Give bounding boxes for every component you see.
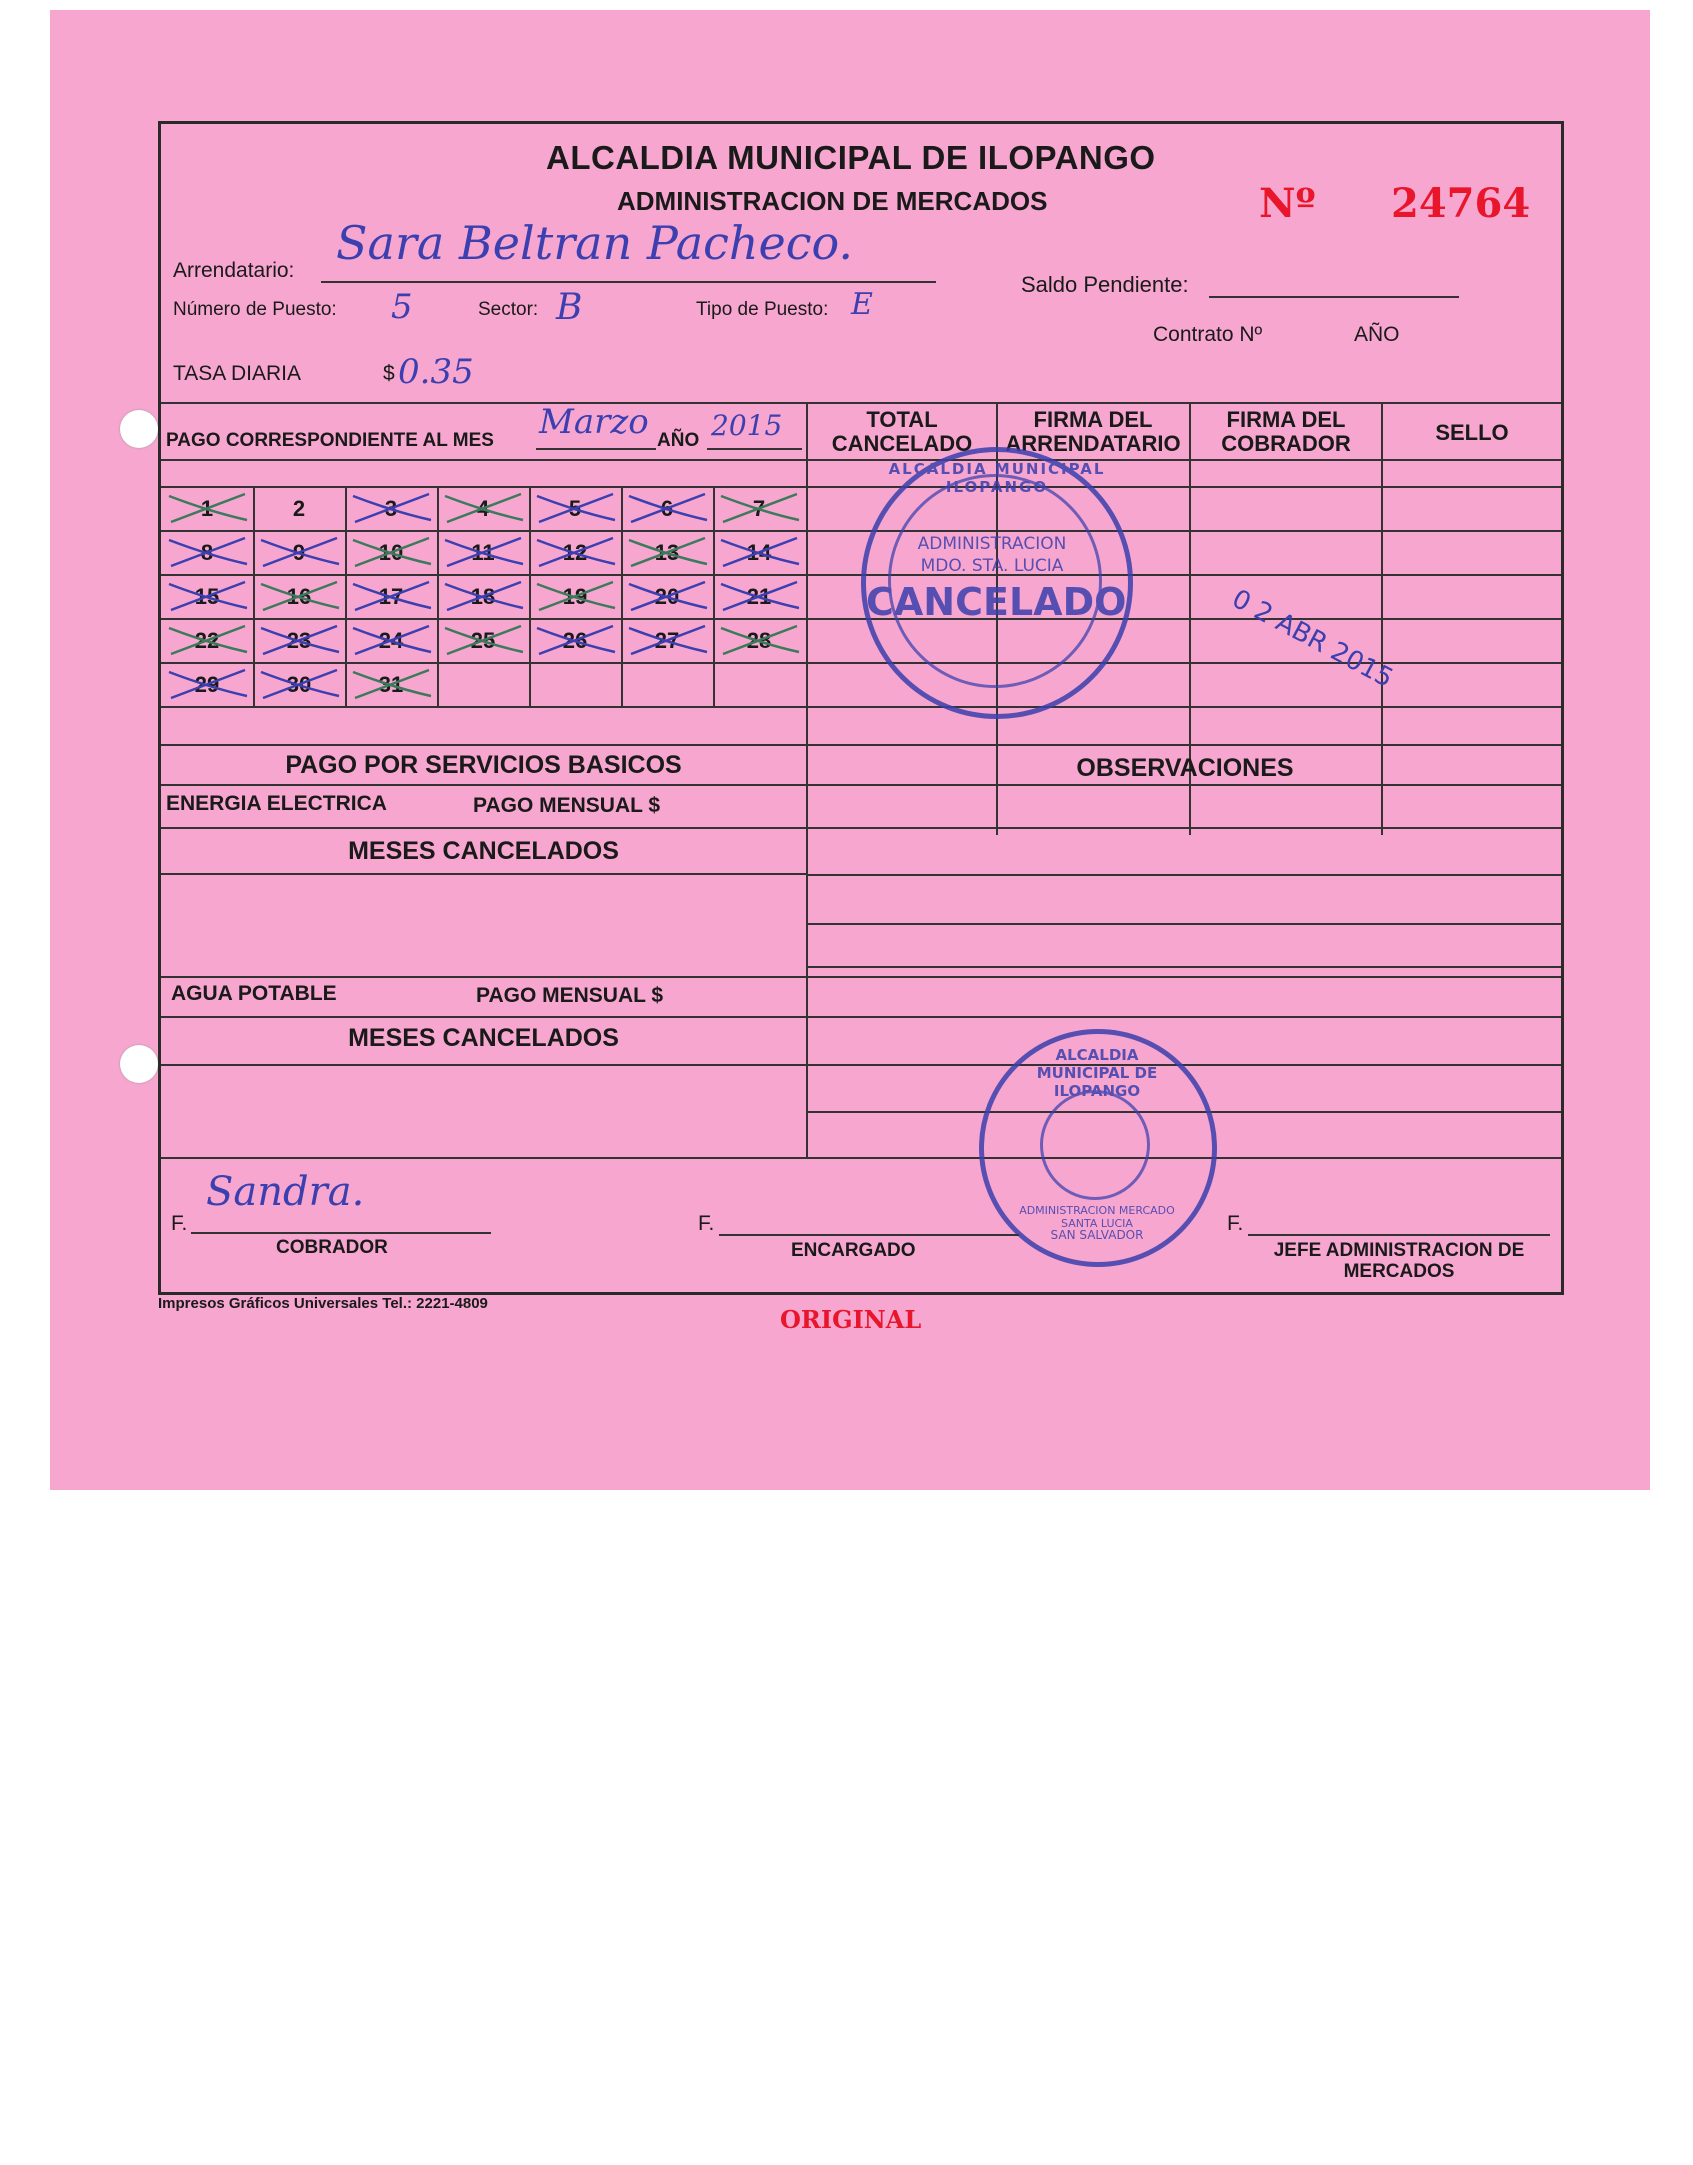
day-cell: 9 (292, 540, 306, 565)
printer-credit: Impresos Gráficos Universales Tel.: 2221-4809 (158, 1295, 488, 1312)
day-cell: 16 (286, 584, 312, 609)
paid-day-marks (161, 124, 821, 724)
cobrador-label: COBRADOR (276, 1237, 388, 1258)
day-cell: 4 (476, 496, 490, 521)
seal-bottom-text: ADMINISTRACION MERCADO SANTA LUCIA (1019, 1204, 1175, 1230)
paid-day-cross-mark (445, 538, 523, 566)
services-bottom-line (161, 1157, 1561, 1159)
pago-mes-label: PAGO CORRESPONDIENTE AL MES (166, 430, 494, 451)
day-cell: 11 (471, 540, 495, 565)
puesto-label: Número de Puesto: (173, 299, 337, 320)
cobrador-f-label: F. (171, 1212, 188, 1235)
paid-day-cross-mark (537, 582, 615, 610)
paid-day-cross-mark (261, 582, 339, 610)
cancelado-stamp-ring-text: ALCALDIA MUNICIPAL ILOPANGO (888, 460, 1106, 496)
receipt-number: 24764 (1391, 180, 1531, 227)
col-firma-arrendatario-header: FIRMA DEL ARRENDATARIO (1005, 407, 1181, 456)
seal-city-text: SAN SALVADOR (1050, 1228, 1144, 1242)
tasa-currency: $ (383, 362, 395, 385)
date-stamp: 0 2 ABR 2015 (1226, 584, 1398, 694)
day-cell: 6 (660, 496, 674, 521)
paid-day-cross-mark (353, 582, 431, 610)
binder-hole-top (120, 410, 158, 448)
energia-pago-label: PAGO MENSUAL $ (473, 794, 661, 817)
paid-day-cross-mark (721, 538, 799, 566)
seal-coat-of-arms-icon (1040, 1090, 1150, 1200)
saldo-label: Saldo Pendiente: (1021, 272, 1189, 297)
cancelado-stamp-main: CANCELADO (866, 580, 1127, 624)
paid-day-cross-mark (445, 494, 523, 522)
paid-day-cross-mark (537, 494, 615, 522)
energia-label: ENERGIA ELECTRICA (166, 792, 387, 815)
paid-day-cross-mark (629, 494, 707, 522)
paid-day-cross-mark (169, 494, 247, 522)
day-cell: 15 (194, 584, 220, 609)
col-total-header: TOTAL CANCELADO (831, 407, 973, 456)
receipt-frame (158, 121, 1564, 1295)
municipal-seal (979, 1029, 1217, 1267)
puesto-value: 5 (391, 287, 413, 327)
paid-day-cross-mark (721, 626, 799, 654)
services-line-5 (161, 976, 1561, 978)
paid-day-cross-mark (169, 670, 247, 698)
day-cell: 23 (286, 628, 312, 653)
day-cell: 30 (286, 672, 312, 697)
paid-day-cross-mark (629, 626, 707, 654)
services-top-line (161, 744, 1561, 746)
day-cell: 25 (470, 628, 496, 653)
day-cell: 2 (292, 496, 306, 521)
paid-day-cross-mark (721, 582, 799, 610)
services-obs-divider (806, 744, 808, 1157)
tasa-label: TASA DIARIA (173, 362, 301, 385)
services-line-3 (161, 827, 1561, 829)
sector-value: B (556, 287, 583, 328)
day-cell: 21 (746, 584, 772, 609)
day-cell: 20 (654, 584, 680, 609)
day-cell: 3 (384, 496, 398, 521)
day-cell: 24 (378, 628, 404, 653)
cancelado-stamp-line2: MDO. STA. LUCIA (920, 556, 1064, 576)
pago-ano-value: 2015 (711, 409, 783, 442)
tasa-value: 0.35 (398, 352, 474, 392)
paid-day-cross-mark (445, 582, 523, 610)
pago-mes-value: Marzo (539, 402, 649, 442)
day-cell: 10 (378, 540, 404, 565)
saldo-line (1209, 296, 1459, 298)
paid-day-cross-mark (169, 538, 247, 566)
encargado-label: ENCARGADO (791, 1240, 916, 1261)
obs-line-1 (806, 874, 1561, 876)
arrendatario-label: Arrendatario: (173, 259, 295, 282)
day-cell: 8 (200, 540, 214, 565)
cancelado-stamp (861, 447, 1133, 719)
day-cell: 27 (654, 628, 680, 653)
cobrador-signature: Sandra. (206, 1169, 365, 1215)
paid-day-cross-mark (353, 538, 431, 566)
obs-line-2 (806, 923, 1561, 925)
jefe-sign-line (1248, 1234, 1550, 1236)
services-line-7 (161, 1064, 1561, 1066)
dept-subtitle: ADMINISTRACION DE MERCADOS (617, 186, 1048, 216)
paid-day-cross-mark (629, 582, 707, 610)
energia-meses-label: MESES CANCELADOS (348, 837, 619, 865)
paid-day-cross-mark (261, 670, 339, 698)
col-firma-cobrador-header: FIRMA DEL COBRADOR (1221, 407, 1351, 456)
day-cell: 19 (562, 584, 588, 609)
day-cell: 18 (470, 584, 496, 609)
paid-day-cross-mark (537, 538, 615, 566)
day-cell: 22 (194, 628, 220, 653)
contrato-label: Contrato Nº (1153, 323, 1263, 346)
arrendatario-value: Sara Beltran Pacheco. (336, 216, 854, 270)
obs-line-3 (806, 966, 1561, 968)
paid-day-cross-mark (353, 670, 431, 698)
paid-day-cross-mark (445, 626, 523, 654)
day-cell: 29 (194, 672, 220, 697)
cobrador-sign-line (191, 1232, 491, 1234)
binder-hole-bottom (120, 1045, 158, 1083)
paid-day-cross-mark (261, 626, 339, 654)
paid-day-cross-mark (353, 626, 431, 654)
day-cell: 14 (746, 540, 772, 565)
day-cell: 26 (562, 628, 588, 653)
contrato-ano-label: AÑO (1354, 323, 1400, 346)
original-mark: ORIGINAL (780, 1305, 922, 1334)
day-cell: 12 (562, 540, 588, 565)
agua-pago-label: PAGO MENSUAL $ (476, 984, 664, 1007)
receipt-number-label: Nº (1259, 180, 1316, 227)
paid-day-cross-mark (169, 582, 247, 610)
paid-day-cross-mark (721, 494, 799, 522)
services-title: PAGO POR SERVICIOS BASICOS (285, 751, 682, 779)
paid-day-cross-mark (537, 626, 615, 654)
tipo-label: Tipo de Puesto: (696, 299, 829, 320)
day-cell: 1 (200, 496, 214, 521)
day-cell: 5 (568, 496, 582, 521)
day-cell: 31 (378, 672, 404, 697)
col-sello-header: SELLO (1435, 420, 1509, 445)
day-cell: 7 (752, 496, 766, 521)
paid-day-cross-mark (629, 538, 707, 566)
paid-day-cross-mark (353, 494, 431, 522)
cancelado-stamp-line1: ADMINISTRACION (917, 534, 1067, 554)
services-line-4 (161, 873, 806, 875)
services-line-6 (161, 1016, 1561, 1018)
seal-top-text: ALCALDIA MUNICIPAL DE ILOPANGO (1036, 1046, 1158, 1100)
tipo-value: E (851, 287, 873, 322)
services-line-2 (161, 784, 1561, 786)
sector-label: Sector: (478, 299, 539, 320)
org-title: ALCALDIA MUNICIPAL DE ILOPANGO (546, 139, 1156, 176)
day-cell: 13 (654, 540, 680, 565)
encargado-sign-line (719, 1234, 1019, 1236)
pago-ano-label: AÑO (657, 430, 700, 451)
jefe-label: JEFE ADMINISTRACION DE MERCADOS (1273, 1240, 1525, 1282)
observaciones-title: OBSERVACIONES (1076, 754, 1294, 782)
paid-day-cross-mark (261, 538, 339, 566)
agua-meses-label: MESES CANCELADOS (348, 1024, 619, 1052)
paid-day-cross-mark (169, 626, 247, 654)
jefe-f-label: F. (1227, 1212, 1244, 1235)
day-cell: 28 (746, 628, 772, 653)
agua-label: AGUA POTABLE (171, 982, 337, 1005)
encargado-f-label: F. (698, 1212, 715, 1235)
day-cell: 17 (378, 584, 404, 609)
